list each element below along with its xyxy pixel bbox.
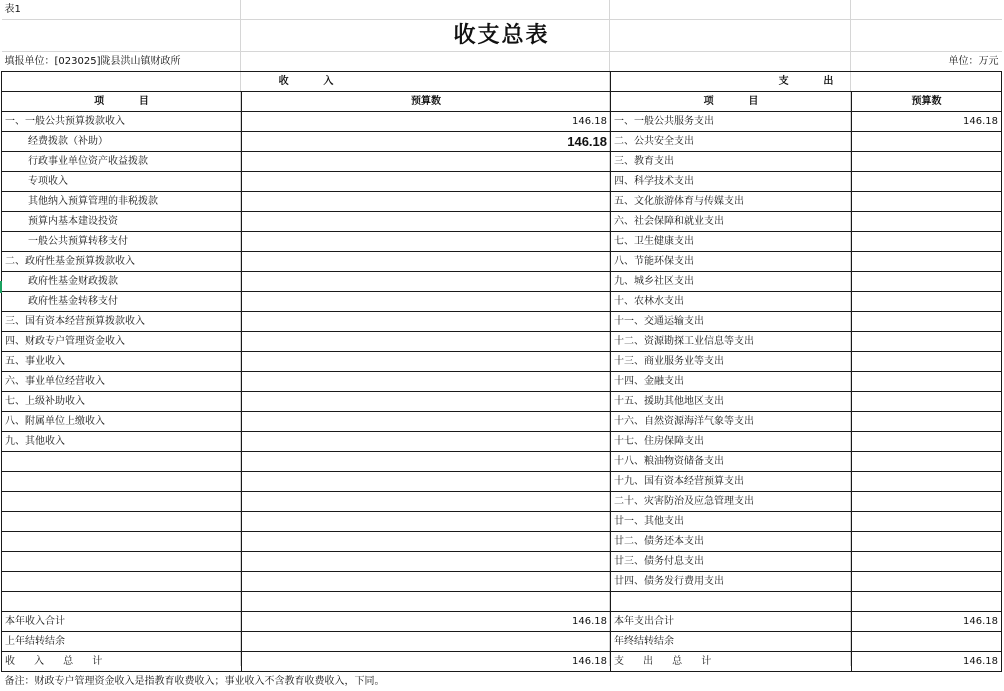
expense-item-cell[interactable]: 年终结转结余	[611, 632, 852, 652]
expense-budget-cell[interactable]	[852, 152, 1002, 172]
income-budget-cell[interactable]: 146.18	[242, 652, 611, 672]
income-item-cell[interactable]: 本年收入合计	[2, 612, 242, 632]
expense-item-cell[interactable]: 十三、商业服务业等支出	[611, 352, 852, 372]
expense-item-cell[interactable]: 十一、交通运输支出	[611, 312, 852, 332]
income-budget-cell[interactable]	[242, 192, 611, 212]
expense-item-cell[interactable]	[611, 592, 852, 612]
table-row	[2, 572, 1002, 592]
expense-budget-cell[interactable]	[852, 132, 1002, 152]
income-budget-cell[interactable]	[242, 352, 611, 372]
income-item-cell[interactable]	[2, 572, 242, 592]
income-budget-cell[interactable]	[242, 392, 611, 412]
expense-item-cell[interactable]: 廿二、债务还本支出	[611, 532, 852, 552]
table-row	[2, 452, 1002, 472]
income-budget-cell[interactable]: 146.18	[242, 112, 611, 132]
expense-budget-cell[interactable]: 146.18	[852, 652, 1002, 672]
expense-item-cell[interactable]: 八、节能环保支出	[611, 252, 852, 272]
income-item-cell[interactable]	[2, 552, 242, 572]
expense-budget-cell[interactable]: 146.18	[852, 612, 1002, 632]
table-row	[2, 532, 1002, 552]
table-row	[2, 152, 1002, 172]
expense-item-cell[interactable]: 十四、金融支出	[611, 372, 852, 392]
column-header-row	[2, 92, 1002, 112]
income-section-header[interactable]: 收 入	[2, 72, 611, 92]
expense-budget-cell[interactable]	[852, 252, 1002, 272]
expense-budget-cell[interactable]	[852, 232, 1002, 252]
income-item-cell[interactable]	[2, 452, 242, 472]
cell-marker	[0, 281, 2, 293]
expense-budget-cell[interactable]	[852, 592, 1002, 612]
income-item-cell[interactable]: 四、财政专户管理资金收入	[2, 332, 242, 352]
income-budget-cell[interactable]	[242, 552, 611, 572]
expense-budget-cell[interactable]	[852, 372, 1002, 392]
income-item-cell[interactable]: 行政事业单位资产收益拨款	[2, 152, 242, 172]
income-item-header[interactable]: 项 目	[2, 92, 242, 112]
table-row	[2, 552, 1002, 572]
footnote[interactable]: 备注：财政专户管理资金收入是指教育收费收入；事业收入不含教育收费收入，下同。	[2, 672, 1002, 691]
expense-budget-cell[interactable]	[852, 212, 1002, 232]
table-row	[2, 172, 1002, 192]
expense-budget-cell[interactable]	[852, 452, 1002, 472]
income-budget-cell[interactable]	[242, 432, 611, 452]
income-budget-cell[interactable]	[242, 472, 611, 492]
table-row	[2, 312, 1002, 332]
expense-budget-cell[interactable]	[852, 492, 1002, 512]
expense-item-cell[interactable]: 十、农林水支出	[611, 292, 852, 312]
income-item-cell[interactable]: 收 入 总 计	[2, 652, 242, 672]
reporting-unit[interactable]	[2, 52, 852, 72]
expense-item-cell[interactable]: 十九、国有资本经营预算支出	[611, 472, 852, 492]
table-row	[2, 472, 1002, 492]
expense-budget-cell[interactable]	[852, 312, 1002, 332]
income-budget-cell[interactable]: 146.18	[242, 132, 611, 152]
table-row	[2, 412, 1002, 432]
expense-budget-header[interactable]: 预算数	[852, 92, 1002, 112]
income-budget-cell[interactable]	[242, 412, 611, 432]
expense-budget-cell[interactable]	[852, 332, 1002, 352]
income-budget-cell[interactable]	[242, 272, 611, 292]
table-row	[2, 432, 1002, 452]
expense-item-cell[interactable]: 十六、自然资源海洋气象等支出	[611, 412, 852, 432]
income-item-cell[interactable]: 六、事业单位经营收入	[2, 372, 242, 392]
income-item-cell[interactable]: 九、其他收入	[2, 432, 242, 452]
note-row	[2, 672, 1002, 691]
expense-budget-cell[interactable]	[852, 532, 1002, 552]
table-row	[2, 192, 1002, 212]
table-row	[2, 332, 1002, 352]
expense-item-header[interactable]: 项 目	[611, 92, 852, 112]
income-budget-cell[interactable]	[242, 312, 611, 332]
expense-item-cell[interactable]: 一、一般公共服务支出	[611, 112, 852, 132]
expense-budget-cell[interactable]	[852, 392, 1002, 412]
income-budget-cell[interactable]	[242, 332, 611, 352]
income-item-cell[interactable]: 二、政府性基金预算拨款收入	[2, 252, 242, 272]
table-row	[2, 492, 1002, 512]
budget-summary-table	[1, 0, 1002, 691]
expense-item-cell[interactable]: 二、公共安全支出	[611, 132, 852, 152]
income-budget-cell[interactable]	[242, 152, 611, 172]
income-item-cell[interactable]: 上年结转结余	[2, 632, 242, 652]
table-row	[2, 232, 1002, 252]
table-row	[2, 272, 1002, 292]
income-budget-cell[interactable]	[242, 512, 611, 532]
table-row	[2, 352, 1002, 372]
expense-budget-cell[interactable]	[852, 432, 1002, 452]
expense-item-cell[interactable]: 十七、住房保障支出	[611, 432, 852, 452]
total-row	[2, 652, 1002, 672]
expense-item-cell[interactable]: 廿四、债务发行费用支出	[611, 572, 852, 592]
income-item-cell[interactable]: 预算内基本建设投资	[2, 212, 242, 232]
total-row	[2, 632, 1002, 652]
expense-item-cell[interactable]: 廿三、债务付息支出	[611, 552, 852, 572]
income-item-cell[interactable]: 五、事业收入	[2, 352, 242, 372]
income-budget-cell[interactable]: 146.18	[242, 612, 611, 632]
income-budget-cell[interactable]	[242, 232, 611, 252]
income-budget-cell[interactable]	[242, 372, 611, 392]
expense-section-header[interactable]: 支 出	[611, 72, 1002, 92]
table-row	[2, 392, 1002, 412]
expense-item-cell[interactable]: 三、教育支出	[611, 152, 852, 172]
income-item-cell[interactable]: 专项收入	[2, 172, 242, 192]
expense-budget-cell[interactable]	[852, 472, 1002, 492]
reporting-unit-prefix: 填报单位：	[5, 56, 55, 67]
expense-budget-cell[interactable]	[852, 192, 1002, 212]
income-budget-header[interactable]: 预算数	[242, 92, 611, 112]
expense-budget-cell[interactable]	[852, 512, 1002, 532]
table-row	[2, 132, 1002, 152]
income-budget-cell[interactable]	[242, 172, 611, 192]
expense-item-cell[interactable]: 支 出 总 计	[611, 652, 852, 672]
income-item-cell[interactable]: 一、一般公共预算拨款收入	[2, 112, 242, 132]
table-row	[2, 372, 1002, 392]
expense-item-cell[interactable]: 廿一、其他支出	[611, 512, 852, 532]
sheet-label-row	[2, 0, 1002, 20]
table-row	[2, 512, 1002, 532]
income-item-cell[interactable]: 一般公共预算转移支付	[2, 232, 242, 252]
expense-item-cell[interactable]: 五、文化旅游体育与传媒支出	[611, 192, 852, 212]
expense-item-cell[interactable]: 二十、灾害防治及应急管理支出	[611, 492, 852, 512]
income-item-cell[interactable]	[2, 472, 242, 492]
total-row	[2, 612, 1002, 632]
expense-item-cell[interactable]: 本年支出合计	[611, 612, 852, 632]
expense-item-cell[interactable]: 六、社会保障和就业支出	[611, 212, 852, 232]
income-budget-cell[interactable]	[242, 212, 611, 232]
table-row	[2, 592, 1002, 612]
expense-item-cell[interactable]: 七、卫生健康支出	[611, 232, 852, 252]
sheet-label[interactable]: 表1	[2, 0, 242, 20]
expense-budget-cell[interactable]	[852, 552, 1002, 572]
reporting-unit-name: [023025]陇县洪山镇财政所	[55, 56, 181, 67]
unit-row	[2, 52, 1002, 72]
income-item-cell[interactable]: 政府性基金财政拨款	[2, 272, 242, 292]
expense-item-cell[interactable]: 十八、粮油物资储备支出	[611, 452, 852, 472]
income-item-cell[interactable]	[2, 512, 242, 532]
expense-budget-cell[interactable]	[852, 412, 1002, 432]
income-item-cell[interactable]	[2, 592, 242, 612]
table-row	[2, 112, 1002, 132]
income-item-cell[interactable]: 七、上级补助收入	[2, 392, 242, 412]
page-title[interactable]: 收支总表	[2, 20, 1002, 52]
income-item-cell[interactable]: 三、国有资本经营预算拨款收入	[2, 312, 242, 332]
expense-budget-cell[interactable]: 146.18	[852, 112, 1002, 132]
table-row	[2, 292, 1002, 312]
income-item-cell[interactable]: 经费拨款（补助）	[2, 132, 242, 152]
income-item-cell[interactable]: 政府性基金转移支付	[2, 292, 242, 312]
expense-budget-cell[interactable]	[852, 292, 1002, 312]
unit-measure[interactable]: 单位：万元	[852, 52, 1002, 72]
expense-item-cell[interactable]: 四、科学技术支出	[611, 172, 852, 192]
expense-budget-cell[interactable]	[852, 572, 1002, 592]
income-item-cell[interactable]	[2, 492, 242, 512]
expense-budget-cell[interactable]	[852, 352, 1002, 372]
income-budget-cell[interactable]	[242, 572, 611, 592]
income-budget-cell[interactable]	[242, 592, 611, 612]
income-budget-cell[interactable]	[242, 492, 611, 512]
income-budget-cell[interactable]	[242, 452, 611, 472]
income-budget-cell[interactable]	[242, 632, 611, 652]
expense-budget-cell[interactable]	[852, 172, 1002, 192]
section-header-row	[2, 72, 1002, 92]
table-row	[2, 212, 1002, 232]
income-item-cell[interactable]: 其他纳入预算管理的非税拨款	[2, 192, 242, 212]
expense-budget-cell[interactable]	[852, 272, 1002, 292]
income-budget-cell[interactable]	[242, 252, 611, 272]
income-item-cell[interactable]	[2, 532, 242, 552]
table-row	[2, 252, 1002, 272]
expense-item-cell[interactable]: 十五、援助其他地区支出	[611, 392, 852, 412]
title-row	[2, 20, 1002, 52]
income-budget-cell[interactable]	[242, 292, 611, 312]
income-item-cell[interactable]: 八、附属单位上缴收入	[2, 412, 242, 432]
expense-budget-cell[interactable]	[852, 632, 1002, 652]
expense-item-cell[interactable]: 十二、资源勘探工业信息等支出	[611, 332, 852, 352]
income-budget-cell[interactable]	[242, 532, 611, 552]
expense-item-cell[interactable]: 九、城乡社区支出	[611, 272, 852, 292]
